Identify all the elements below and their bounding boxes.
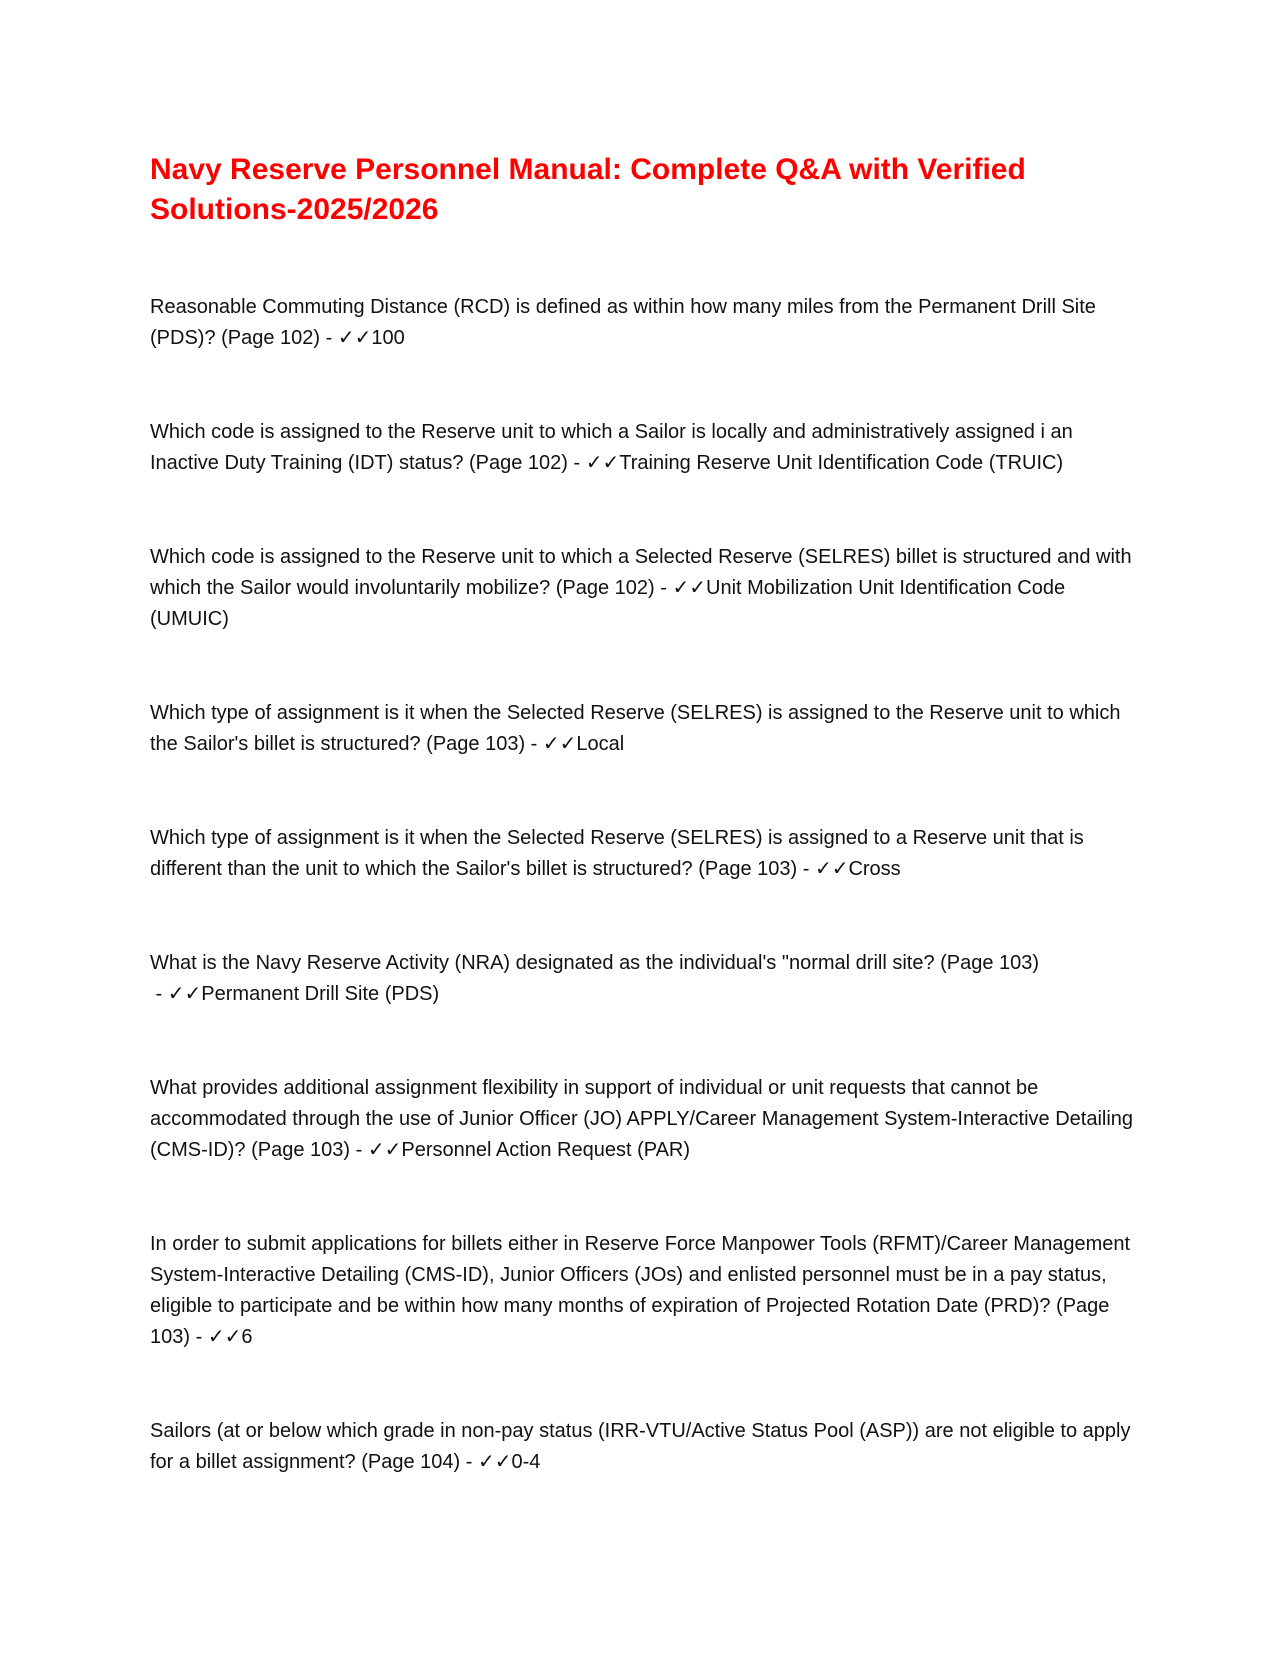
check-icon: ✓✓ — [207, 1326, 242, 1348]
qa-item — [150, 698, 1135, 760]
qa-list — [150, 292, 1135, 1541]
question-text: Which type of assignment is it when the Selected Reserve (SELRES) is assigned to the Reserve unit to which the Sailor's billet is structured? (Page 103) — [150, 702, 1121, 755]
check-icon: ✓✓ — [337, 327, 372, 349]
question-text: Which code is assigned to the Reserve unit to which a Selected Reserve (SELRES) billet is structured and with which the Sailor would involuntarily mobilize? (Page 102) — [150, 546, 1132, 599]
separator: - — [525, 733, 543, 755]
separator: - — [190, 1326, 208, 1348]
answer-text: Personnel Action Request (PAR) — [401, 1139, 691, 1161]
document-title: Navy Reserve Personnel Manual: Complete Q&A with Verified Solutions-2025/2026 — [150, 153, 1026, 226]
separator: - — [797, 858, 815, 880]
qa-item — [150, 948, 1135, 1010]
check-icon: ✓✓ — [672, 577, 707, 599]
answer-text: Local — [576, 733, 625, 755]
answer-text: Training Reserve Unit Identification Code (TRUIC) — [619, 452, 1064, 474]
question-text: Which code is assigned to the Reserve unit to which a Sailor is locally and administratively assigned i an Inactive Duty Training (IDT) status? (Page 102) — [150, 421, 1073, 474]
separator: - — [350, 1139, 368, 1161]
check-icon: ✓✓ — [167, 983, 202, 1005]
check-icon: ✓✓ — [367, 1139, 402, 1161]
separator: - — [320, 327, 338, 349]
answer-text: 6 — [241, 1326, 253, 1348]
separator: - — [460, 1451, 478, 1473]
separator: - — [567, 452, 586, 474]
qa-item — [150, 1073, 1135, 1166]
question-text: Sailors (at or below which grade in non-pay status (IRR-VTU/Active Status Pool (ASP)) are not eligible to apply for a billet assignment? (Page 104) — [150, 1420, 1131, 1473]
answer-text: 0-4 — [511, 1451, 541, 1473]
check-icon: ✓✓ — [585, 452, 620, 474]
answer-text: Permanent Drill Site (PDS) — [201, 983, 440, 1005]
qa-item — [150, 542, 1135, 635]
separator: - — [654, 577, 673, 599]
separator: - — [150, 983, 168, 1005]
qa-item — [150, 417, 1135, 479]
question-text: In order to submit applications for billets either in Reserve Force Manpower Tools (RFMT)/Career Management System-Interactive Detailing (CMS-ID), Junior Officers (JOs) and enlisted personnel must be in a pay status, eligible to participate and be within how many months of expiration of Projected Rotation Date (PRD)? (Page 103) — [150, 1233, 1131, 1348]
qa-item — [150, 823, 1135, 885]
qa-item — [150, 292, 1135, 354]
check-icon: ✓✓ — [477, 1451, 512, 1473]
check-icon: ✓✓ — [542, 733, 577, 755]
answer-text: Cross — [848, 858, 901, 880]
question-text: Which type of assignment is it when the Selected Reserve (SELRES) is assigned to a Reserve unit that is different than the unit to which the Sailor's billet is structured? (Page 103) — [150, 827, 1084, 880]
qa-item — [150, 1416, 1135, 1478]
question-text: What provides additional assignment flexibility in support of individual or unit requests that cannot be accommodated through the use of Junior Officer (JO) APPLY/Career Management System-Interactive Detailing (CMS-ID)? (Page 103) — [150, 1077, 1134, 1161]
qa-item — [150, 1229, 1135, 1353]
answer-text: 100 — [371, 327, 405, 349]
question-text: What is the Navy Reserve Activity (NRA) designated as the individual's "normal drill site? (Page 103) — [150, 952, 1040, 974]
question-text: Reasonable Commuting Distance (RCD) is defined as within how many miles from the Permanent Drill Site (PDS)? (Page 102) — [150, 296, 1096, 349]
answer-text: Unit Mobilization Unit Identification Code (UMUIC) — [150, 577, 1066, 630]
check-icon: ✓✓ — [814, 858, 849, 880]
